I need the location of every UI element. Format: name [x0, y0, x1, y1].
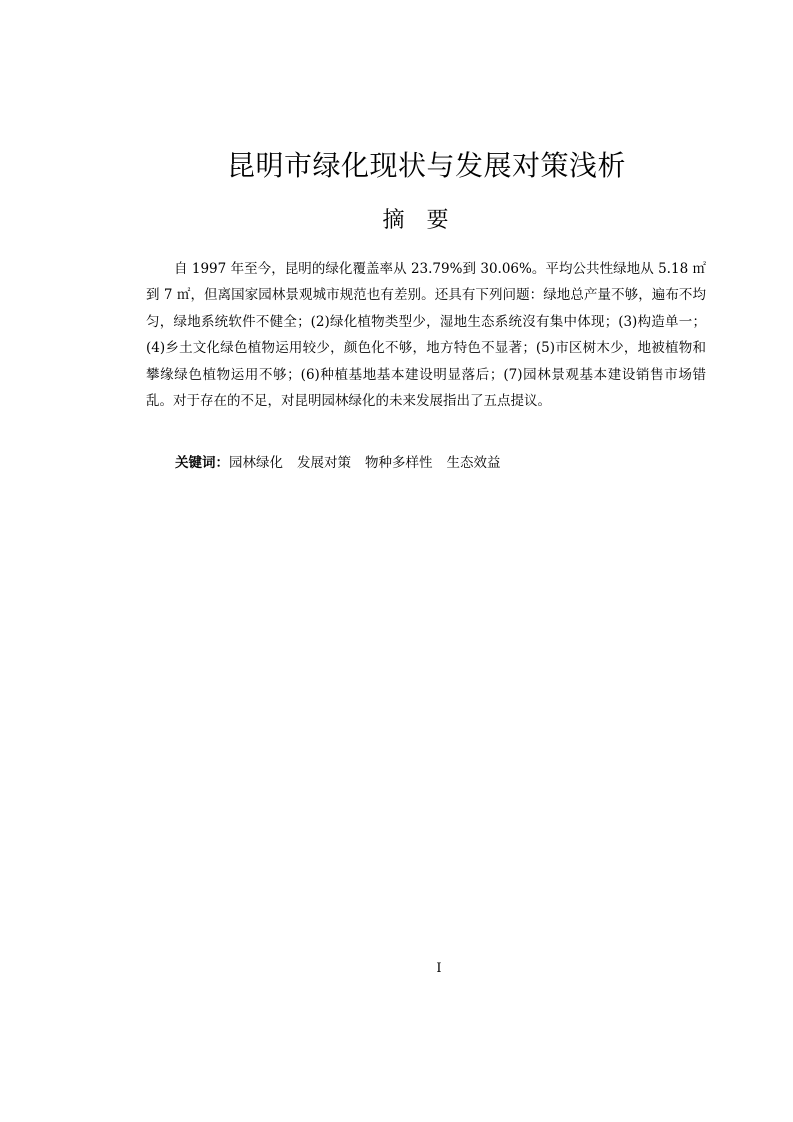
keyword-item: 物种多样性	[365, 455, 433, 471]
keyword-item: 园林绿化	[229, 455, 283, 471]
keywords-line	[175, 452, 715, 474]
keyword-item: 生态效益	[446, 455, 501, 471]
abstract-body: 自 1997 年至今，昆明的绿化覆盖率从 23.79%到 30.06%。平均公共性绿地从 5.18 ㎡到 7 ㎡，但离国家园林景观城市规范也有差别。还具有下列问题：绿地总产量不够，遍布不均匀，绿地系统软件不健全；(2)绿化植物类型少，湿地生态系统沒有集中体现；(3)构造单一；(4)乡土文化绿色植物运用较少，颜色化不够，地方特色不显著；(5)市区树木少，地被植物和攀缘绿色植物运用不够；(6)种植基地基本建设明显落后；(7)园林景观基本建设销售市场错乱。对于存在的不足，对昆明园林绿化的未来发展指出了五点提议。	[146, 261, 706, 410]
keyword-item: 发展对策	[297, 455, 351, 471]
keywords-label: 关键词：	[175, 455, 229, 471]
abstract-heading: 摘要	[382, 208, 471, 233]
document-title: 昆明市绿化现状与发展对策浅析	[226, 149, 626, 182]
page-number: I	[436, 961, 442, 976]
